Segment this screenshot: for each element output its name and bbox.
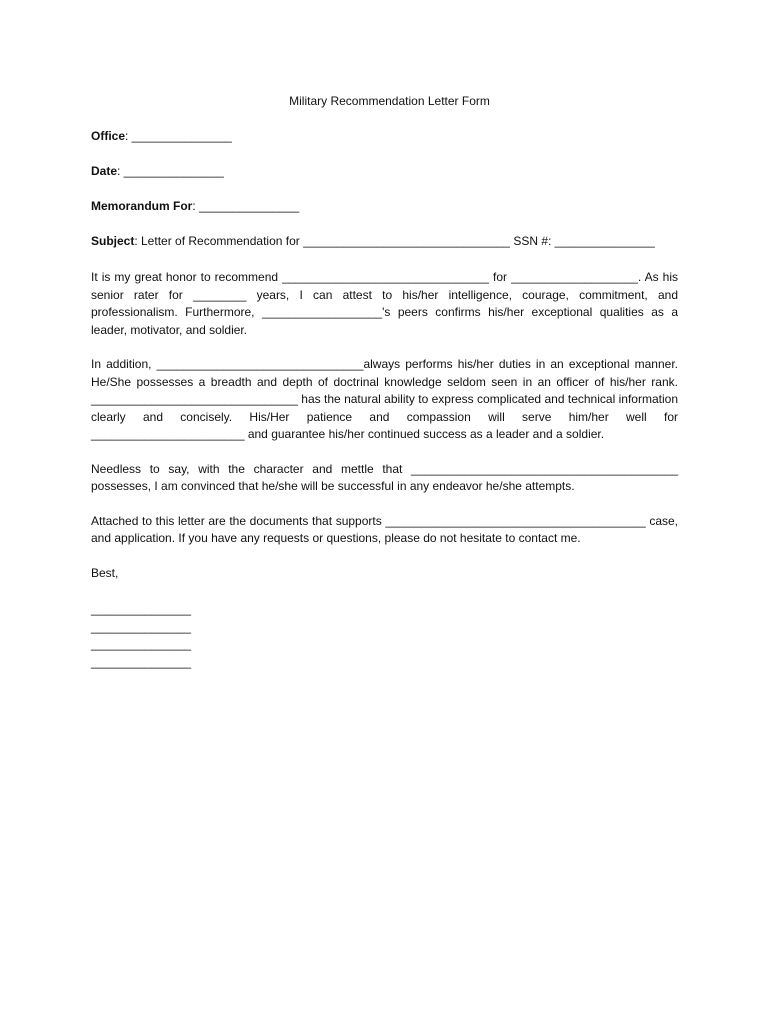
signature-line: _______________	[91, 654, 192, 669]
paragraph-recommendation: It is my great honor to recommend _______________________________ for ___________________. As his senior rater for ________ years, I can attest to his/her intelligence, courage, commitment, and professionalism. Furthermore, __________________'s peers confirms his/her exceptional qualities as a leader, motivator, and soldier.	[91, 270, 678, 337]
memorandum-label: Memorandum For	[91, 199, 193, 213]
signature-line: _______________	[91, 637, 192, 651]
date-field	[91, 163, 678, 180]
memorandum-value: : _______________	[192, 199, 300, 213]
subject-label: Subject	[91, 234, 135, 248]
paragraph-character: Needless to say, with the character and mettle that ________________________________________ possesses, I am convinced that he/she will be successful in any endeavor he/she attempts.	[91, 461, 678, 493]
signature-block	[91, 601, 678, 671]
paragraph-addition: In addition, _______________________________always performs his/her duties in an exceptional manner. He/She possesses a breadth and depth of doctrinal knowledge seldom seen in an officer of his/her rank. _______________________________ has the natural ability to express complicated and technical information clearly and concisely. His/Her patience and compassion will serve him/her well for _______________________ and guarantee his/her continued success as a leader and a soldier.	[91, 357, 678, 441]
office-field	[91, 128, 678, 145]
office-label: Office	[91, 129, 126, 143]
subject-value: : Letter of Recommendation for _______________________________ SSN #: _______________	[134, 234, 655, 248]
subject-field	[91, 233, 678, 250]
date-label: Date	[91, 164, 118, 178]
signature-line: _______________	[91, 602, 192, 616]
paragraph-attachments: Attached to this letter are the documents that supports _______________________________________ case, and application. If you have any requests or questions, please do not hesitate to contact me.	[91, 513, 678, 545]
memorandum-field	[91, 198, 678, 215]
closing-text: Best,	[91, 565, 119, 580]
signature-line: _______________	[91, 619, 192, 634]
office-value: : _______________	[125, 129, 232, 143]
document-title: Military Recommendation Letter Form	[289, 94, 490, 108]
date-value: : _______________	[117, 164, 224, 178]
